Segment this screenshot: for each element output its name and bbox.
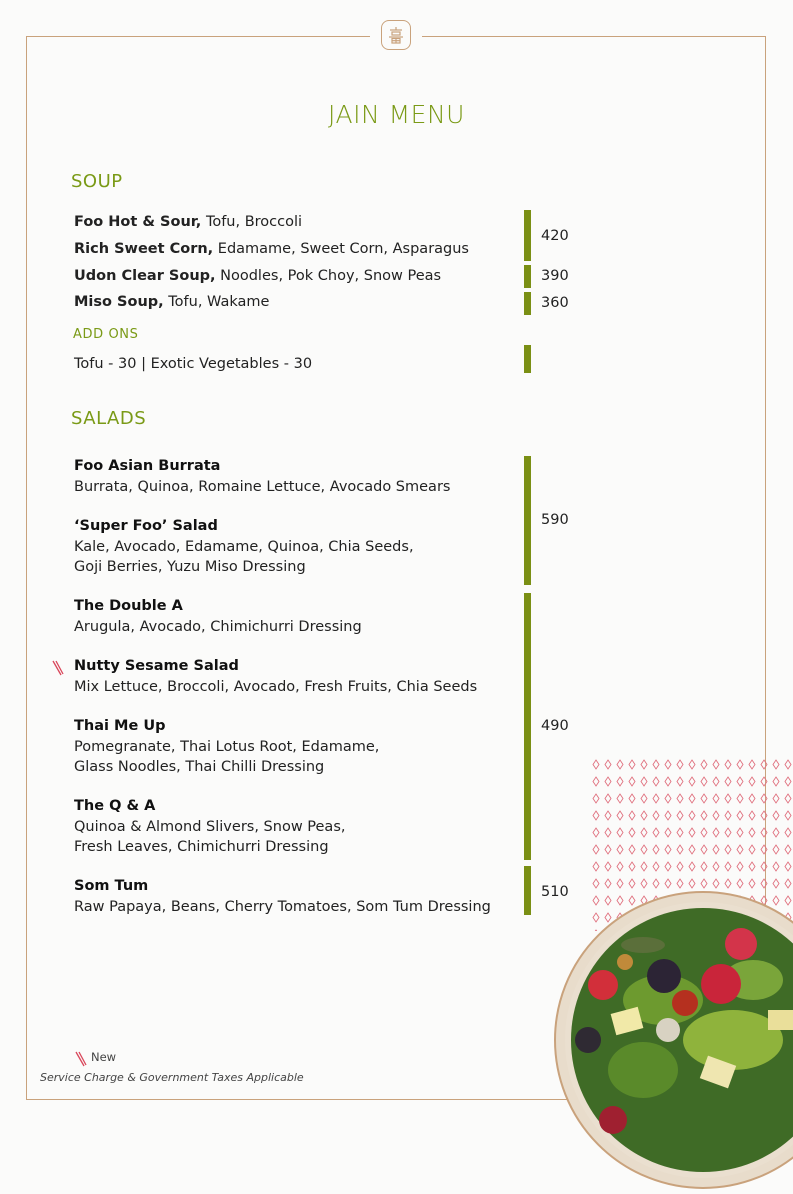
soup-item-desc: Tofu, Broccoli [205, 214, 303, 230]
price: 420 [541, 228, 569, 244]
price-bar [524, 593, 531, 860]
soup-item-name: Udon Clear Soup, [74, 268, 216, 284]
price-bar [524, 866, 531, 915]
salad-item-name: ‘Super Foo’ Salad [74, 518, 218, 534]
salad-item-desc: Quinoa & Almond Slivers, Snow Peas, [74, 819, 346, 835]
salad-item-desc: Raw Papaya, Beans, Cherry Tomatoes, Som Tum Dressing [74, 899, 491, 915]
price-bar [524, 456, 531, 585]
soup-section-title: SOUP [71, 171, 123, 192]
salad-item-desc: Glass Noodles, Thai Chilli Dressing [74, 759, 325, 775]
tax-note: Service Charge & Government Taxes Applicable [40, 1071, 304, 1084]
salad-item-desc: Mix Lettuce, Broccoli, Avocado, Fresh Fruits, Chia Seeds [74, 679, 478, 695]
price: 390 [541, 268, 569, 284]
restaurant-logo-icon [381, 20, 411, 50]
price: 490 [541, 718, 569, 734]
price-bar [524, 210, 531, 261]
salad-item-name: Som Tum [74, 878, 149, 894]
price-bar [524, 265, 531, 288]
addons-text: Tofu - 30 | Exotic Vegetables - 30 [74, 356, 313, 372]
salad-item-desc: Arugula, Avocado, Chimichurri Dressing [74, 619, 362, 635]
soup-item [74, 294, 269, 310]
price-bar [524, 292, 531, 315]
soup-item-desc: Noodles, Pok Choy, Snow Peas [220, 268, 442, 284]
price: 590 [541, 512, 569, 528]
salad-item-name: The Q & A [74, 798, 156, 814]
salad-item-desc: Burrata, Quinoa, Romaine Lettuce, Avocado Smears [74, 479, 451, 495]
salads-section-title: SALADS [71, 408, 147, 429]
salad-item-name: Nutty Sesame Salad [74, 658, 239, 674]
menu-title: JAIN MENU [328, 100, 465, 129]
new-legend-label: New [91, 1050, 117, 1064]
salad-item-desc: Fresh Leaves, Chimichurri Dressing [74, 839, 329, 855]
addons-title: ADD ONS [73, 327, 139, 342]
price: 510 [541, 884, 569, 900]
soup-item [74, 268, 441, 284]
soup-item-name: Miso Soup, [74, 294, 164, 310]
price-bar [524, 345, 531, 373]
salad-item-name: The Double A [74, 598, 183, 614]
price: 360 [541, 295, 569, 311]
soup-item [74, 214, 302, 230]
soup-item-name: Rich Sweet Corn, [74, 241, 214, 257]
salad-bowl-image [553, 890, 793, 1190]
salad-item-desc: Goji Berries, Yuzu Miso Dressing [74, 559, 306, 575]
chopsticks-icon [52, 660, 64, 680]
chopsticks-icon [75, 1051, 87, 1071]
soup-item [74, 241, 469, 257]
soup-item-desc: Edamame, Sweet Corn, Asparagus [217, 241, 469, 257]
salad-item-desc: Pomegranate, Thai Lotus Root, Edamame, [74, 739, 380, 755]
soup-item-name: Foo Hot & Sour, [74, 214, 202, 230]
salad-item-desc: Kale, Avocado, Edamame, Quinoa, Chia Seeds, [74, 539, 414, 555]
soup-item-desc: Tofu, Wakame [168, 294, 270, 310]
salad-item-name: Foo Asian Burrata [74, 458, 221, 474]
salad-item-name: Thai Me Up [74, 718, 166, 734]
